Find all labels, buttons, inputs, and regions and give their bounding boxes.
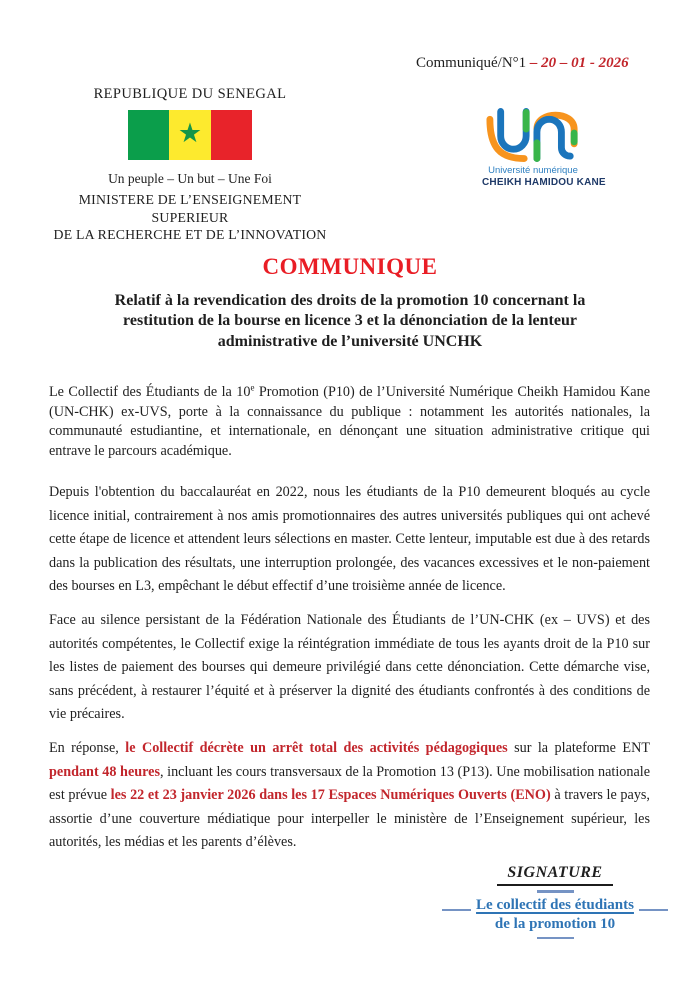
paragraph [49, 737, 650, 855]
subtitle-line: Relatif à la revendication des droits de la promotion 10 concernant la [114, 292, 586, 309]
communique-title: COMMUNIQUE [262, 254, 438, 279]
paragraph [49, 481, 650, 599]
signature-name-line-2: de la promotion 10 [494, 915, 616, 932]
signature-rule-left [442, 909, 471, 911]
republic-header [40, 86, 340, 244]
logo-subtitle: Université numérique [488, 165, 578, 176]
republic-title: REPUBLIQUE DU SENEGAL [93, 86, 287, 102]
body-paragraphs [49, 383, 650, 865]
signature-rule-top [537, 890, 574, 893]
red-emphasis-text: le Collectif décrète un arrêt total des activités pédagogiques [125, 739, 508, 756]
body-text-run: Depuis l'obtention du baccalauréat en 2022, nous les étudiants de la P10 demeurent bloqués au cycle licence initial, contrairement à nos amis promotionnaires des autres universités publiques qui ont achevé cette étape de licence et attendent leurs sélections en master. Cette lenteur, imputable est due à des retards dans la publication des résultats, une interruption prolongée, des vacances excessives et le non-paiement des bourses en L3, empêchant le début effectif d’une troisième année de licence. [49, 484, 650, 595]
ministry-line-1: MINISTERE DE L’ENSEIGNEMENT SUPERIEUR [78, 192, 302, 225]
subtitle-line: administrative de l’université UNCHK [217, 332, 483, 350]
signature-name-line-1: Le collectif des étudiants [476, 896, 634, 913]
reference-date: – 20 – 01 - 2026 [529, 55, 629, 71]
body-text-run: Le Collectif des Étudiants de la 10 [49, 384, 251, 400]
body-text-run: e [250, 382, 255, 393]
unchk-logo [482, 106, 606, 188]
body-text-run: En réponse, [49, 739, 126, 756]
body-text-run: Face au silence persistant de la Fédération Nationale des Étudiants de l’UN-CHK (ex – UVS) et des autorités compétentes, le Collectif exige la réintégration immédiate de tous les ayants droit de la P10 sur les listes de paiement des bourses qui demeure privilégié dans cette dénonciation. Cette démarche vise, sans précédent, à restaurer l’équité et à préserver la dignité des étudiants confrontés à des conditions de vie précaires. [49, 611, 650, 723]
signature-heading: SIGNATURE [497, 864, 612, 886]
senegal-flag-image [128, 110, 252, 160]
flag-star-icon: ★ [177, 118, 203, 149]
ministry-line-2: DE LA RECHERCHE ET DE L’INNOVATION [53, 227, 327, 242]
paragraph [49, 383, 650, 461]
un-monogram-icon [485, 106, 581, 164]
body-text-run: , incluant les cours transversaux de la Promotion 13 (P13). Une mobilisation nationale est prévue [49, 763, 650, 804]
body-text-run: sur la plateforme ENT [507, 739, 650, 756]
communique-subtitle [0, 291, 700, 352]
paragraph [49, 609, 650, 727]
national-motto: Un peuple – Un but – Une Foi [108, 171, 272, 186]
body-text-run: à travers le pays, assortie d’une couverture médiatique pour interpeller le ministère de l’Enseignement supérieur, les autorités, les médias et les parents d’élèves. [49, 787, 650, 851]
reference-label: Communiqué/N°1 [416, 55, 530, 71]
body-text-run: Promotion (P10) de l’Université Numérique Cheikh Hamidou Kane (UN-CHK) ex-UVS, porte à la connaissance du publique : notamment les autorités nationales, la communauté estudiantine, et internationale, en dénonçant une situation administrative critique qui entrave le parcours académique. [49, 384, 650, 459]
subtitle-line: restitution de la bourse en licence 3 et la dénonciation de la lenteur [123, 312, 577, 330]
signature-rule-bottom [537, 937, 574, 940]
logo-title: CHEIKH HAMIDOU KANE [482, 177, 606, 188]
signature-block [452, 864, 658, 943]
reference-line [416, 55, 629, 72]
red-emphasis-text: pendant 48 heures [49, 763, 160, 780]
red-emphasis-text: les 22 et 23 janvier 2026 dans les 17 Espaces Numériques Ouverts (ENO) [110, 787, 551, 804]
signature-rule-right [639, 909, 668, 911]
